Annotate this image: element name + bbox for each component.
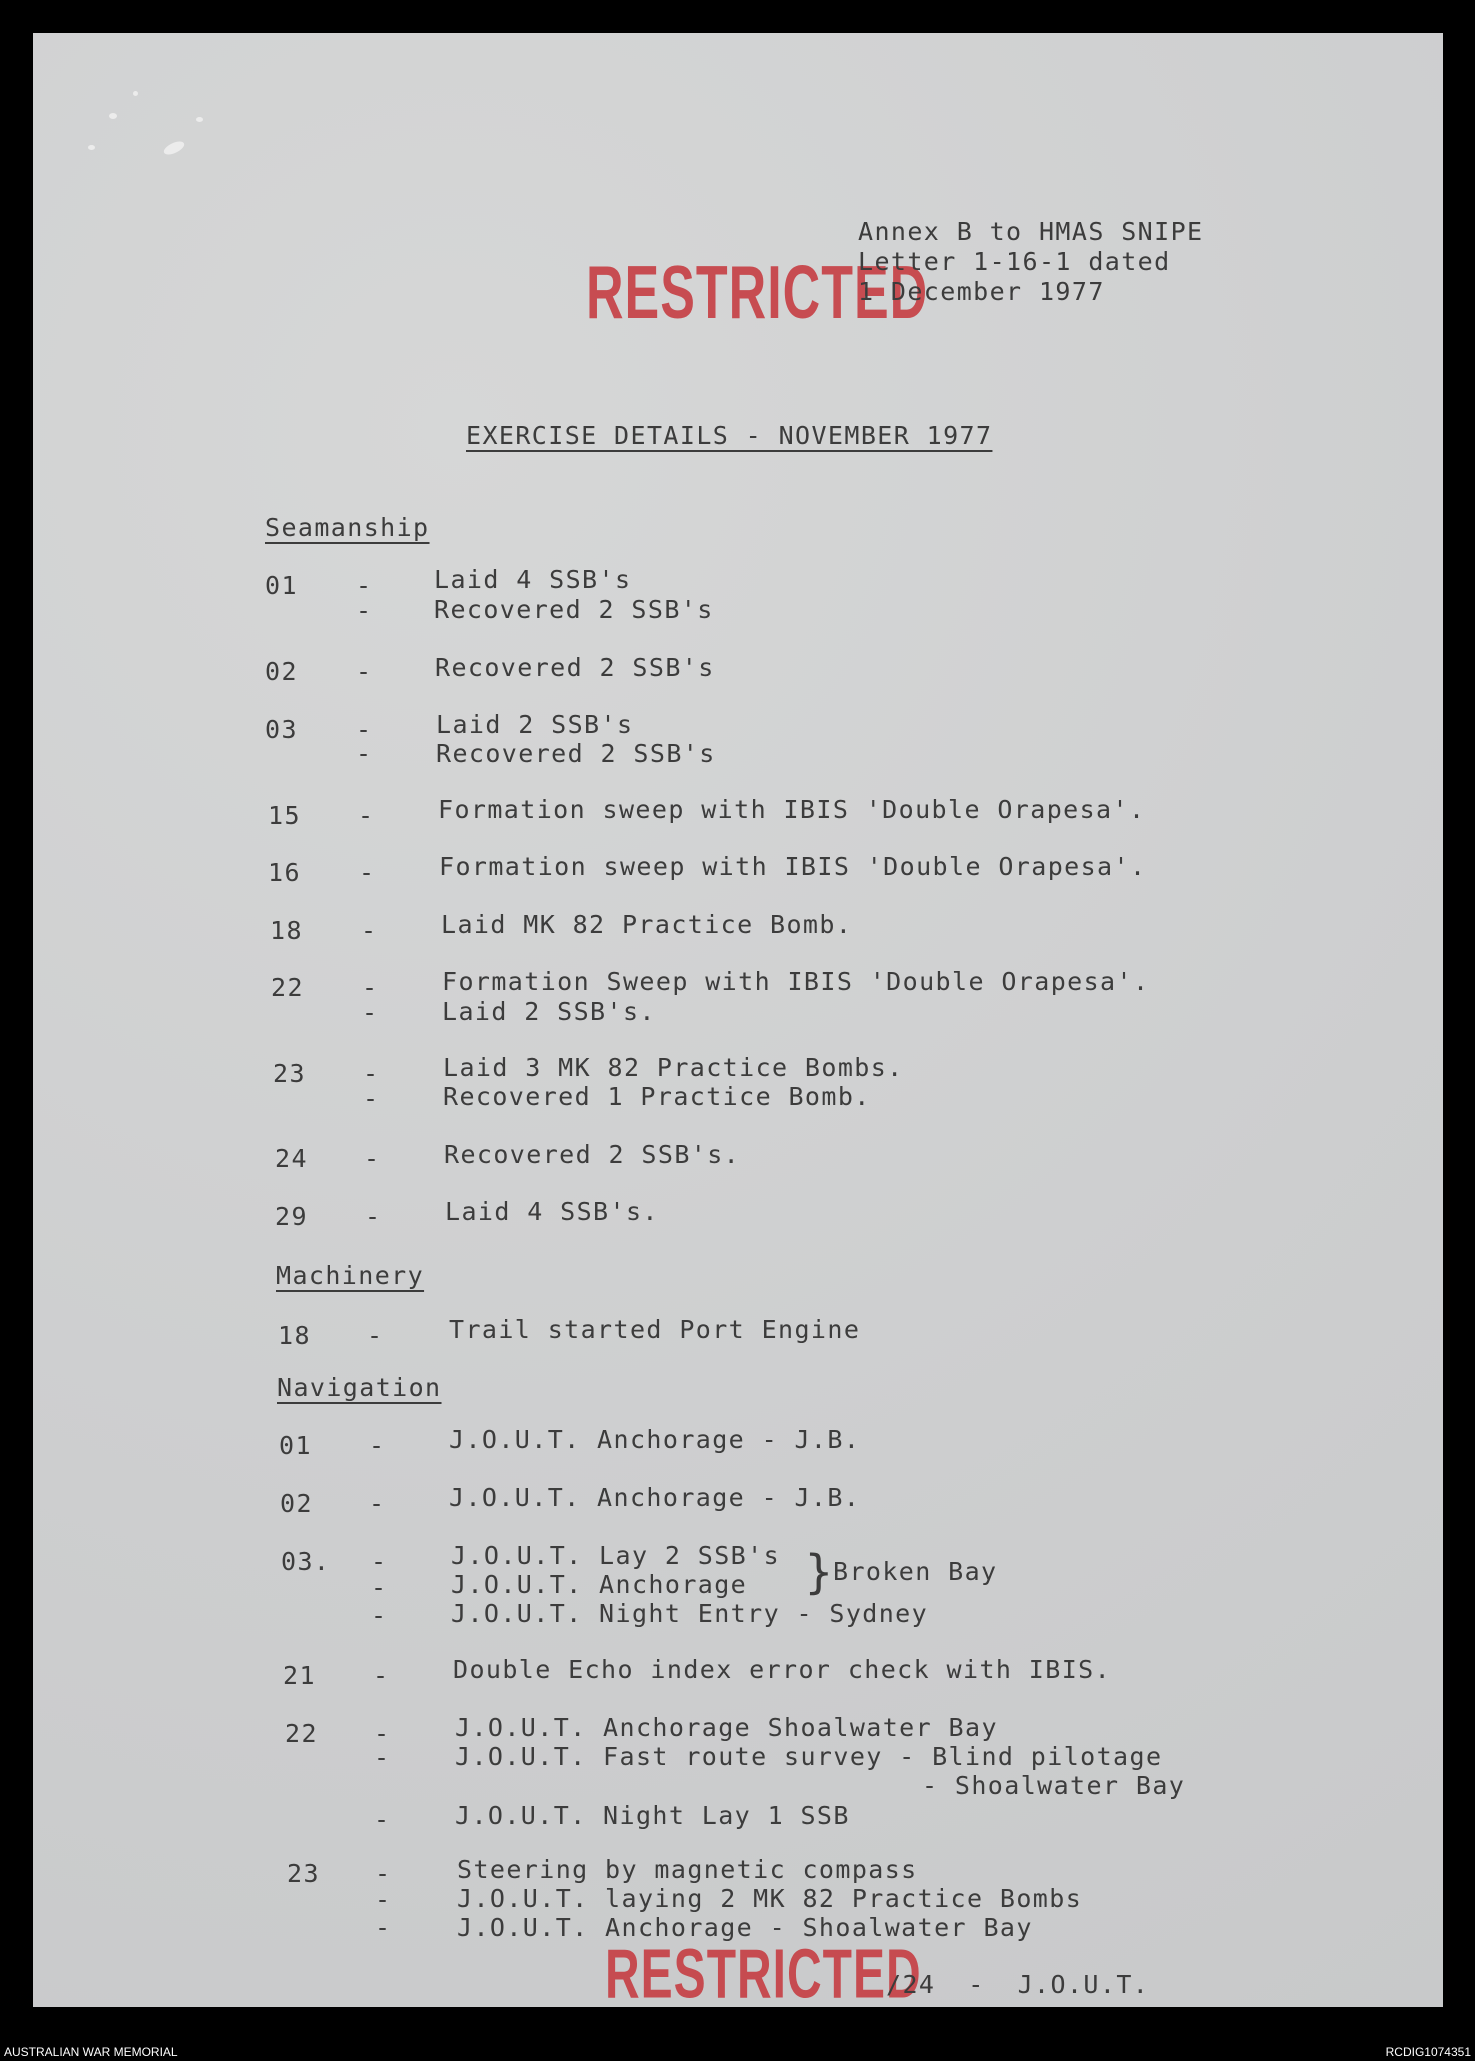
entry-dash: - <box>356 739 373 768</box>
entry-text: Formation Sweep with IBIS 'Double Orapesa'. <box>442 967 1150 996</box>
staple-hole <box>133 91 138 96</box>
entry-dash: - <box>374 1719 391 1748</box>
entry-dash: - <box>356 657 373 686</box>
entry-text: J.O.U.T. Lay 2 SSB's <box>451 1541 781 1570</box>
entry-text: Double Echo index error check with IBIS. <box>453 1655 1112 1684</box>
entry-dash: - <box>371 1601 388 1630</box>
entry-text: Steering by magnetic compass <box>457 1855 918 1884</box>
entry-day: 23 <box>273 1059 306 1088</box>
entry-dash: - <box>375 1913 392 1942</box>
entry-text: Laid 2 SSB's. <box>442 997 656 1026</box>
entry-dash: - <box>356 571 373 600</box>
entry-dash: - <box>375 1859 392 1888</box>
entry-text: Laid MK 82 Practice Bomb. <box>441 910 853 939</box>
entry-day: 03 <box>265 715 298 744</box>
entry-day: 16 <box>268 858 301 887</box>
entry-note: Broken Bay <box>833 1557 998 1586</box>
annex-reference-line-3: 1 December 1977 <box>858 277 1105 306</box>
restricted-stamp-top: RESTRICTED <box>586 251 929 336</box>
entry-dash: - <box>362 998 379 1027</box>
entry-day: 18 <box>278 1321 311 1350</box>
entry-text: Formation sweep with IBIS 'Double Orapesa'. <box>439 852 1147 881</box>
entry-dash: - <box>374 1743 391 1772</box>
entry-day: 01 <box>265 571 298 600</box>
annex-reference-line-1: Annex B to HMAS SNIPE <box>858 217 1204 246</box>
entry-day: 15 <box>268 801 301 830</box>
entry-dash: - <box>363 1059 380 1088</box>
entry-day: 23 <box>287 1859 320 1888</box>
section-heading-machinery: Machinery <box>276 1261 425 1290</box>
entry-text: Laid 3 MK 82 Practice Bombs. <box>443 1053 904 1082</box>
brace: } <box>805 1545 833 1599</box>
entry-dash: - <box>373 1661 390 1690</box>
entry-text: J.O.U.T. Anchorage <box>451 1570 748 1599</box>
entry-day: 24 <box>275 1144 308 1173</box>
staple-hole <box>196 117 203 122</box>
entry-text: Formation sweep with IBIS 'Double Orapesa'. <box>438 795 1146 824</box>
entry-text: Recovered 2 SSB's <box>436 739 716 768</box>
section-heading-seamanship: Seamanship <box>265 513 430 542</box>
annex-reference-line-2: Letter 1-16-1 dated <box>858 247 1171 276</box>
entry-day: 29 <box>275 1202 308 1231</box>
entry-dash: - <box>371 1547 388 1576</box>
entry-dash: - <box>367 1321 384 1350</box>
entry-day: 22 <box>285 1719 318 1748</box>
archive-id: RCDIG1074351 <box>1385 2045 1471 2059</box>
entry-text: Laid 4 SSB's <box>434 565 632 594</box>
entry-dash: - <box>362 973 379 1002</box>
entry-day: 02 <box>265 657 298 686</box>
staple-hole <box>109 113 117 119</box>
entry-text: J.O.U.T. Fast route survey - Blind pilotage <box>455 1742 1163 1771</box>
entry-text: Trail started Port Engine <box>449 1315 861 1344</box>
entry-day: 18 <box>270 916 303 945</box>
entry-dash: - <box>358 801 375 830</box>
entry-dash: - <box>361 916 378 945</box>
section-heading-navigation: Navigation <box>277 1373 442 1402</box>
entry-text: Recovered 2 SSB's. <box>444 1140 741 1169</box>
entry-text: - Shoalwater Bay <box>922 1771 1186 1800</box>
entry-text: Laid 4 SSB's. <box>445 1197 659 1226</box>
entry-dash: - <box>356 715 373 744</box>
entry-dash: - <box>365 1202 382 1231</box>
continuation-note: /24 - J.O.U.T. <box>886 1970 1150 1999</box>
entry-dash: - <box>369 1431 386 1460</box>
entry-dash: - <box>375 1885 392 1914</box>
entry-dash: - <box>371 1573 388 1602</box>
entry-text: J.O.U.T. Anchorage - Shoalwater Bay <box>457 1913 1033 1942</box>
entry-text: Recovered 2 SSB's <box>435 653 715 682</box>
staple-hole <box>88 145 95 150</box>
entry-text: Recovered 1 Practice Bomb. <box>443 1082 871 1111</box>
entry-text: J.O.U.T. Anchorage - J.B. <box>449 1425 861 1454</box>
page-title: EXERCISE DETAILS - NOVEMBER 1977 <box>466 421 993 450</box>
entry-text: Laid 2 SSB's <box>436 710 634 739</box>
entry-dash: - <box>374 1805 391 1834</box>
entry-text: J.O.U.T. Anchorage - J.B. <box>449 1483 861 1512</box>
entry-day: 22 <box>271 973 304 1002</box>
staple-hole <box>162 139 186 157</box>
entry-text: J.O.U.T. Night Entry - Sydney <box>451 1599 929 1628</box>
entry-day: 02 <box>280 1489 313 1518</box>
entry-day: 01 <box>279 1431 312 1460</box>
entry-day: 21 <box>283 1661 316 1690</box>
archive-footer <box>0 2041 1475 2061</box>
document-page <box>33 33 1443 2014</box>
entry-text: J.O.U.T. Anchorage Shoalwater Bay <box>455 1713 998 1742</box>
entry-text: Recovered 2 SSB's <box>434 595 714 624</box>
entry-dash: - <box>363 1084 380 1113</box>
entry-text: J.O.U.T. Night Lay 1 SSB <box>455 1801 850 1830</box>
entry-dash: - <box>364 1144 381 1173</box>
entry-dash: - <box>356 596 373 625</box>
entry-day: 03. <box>281 1547 331 1576</box>
entry-dash: - <box>369 1489 386 1518</box>
entry-dash: - <box>359 858 376 887</box>
entry-text: J.O.U.T. laying 2 MK 82 Practice Bombs <box>457 1884 1083 1913</box>
archive-name: AUSTRALIAN WAR MEMORIAL <box>4 2045 178 2059</box>
restricted-stamp-bottom: RESTRICTED <box>605 1936 922 2014</box>
